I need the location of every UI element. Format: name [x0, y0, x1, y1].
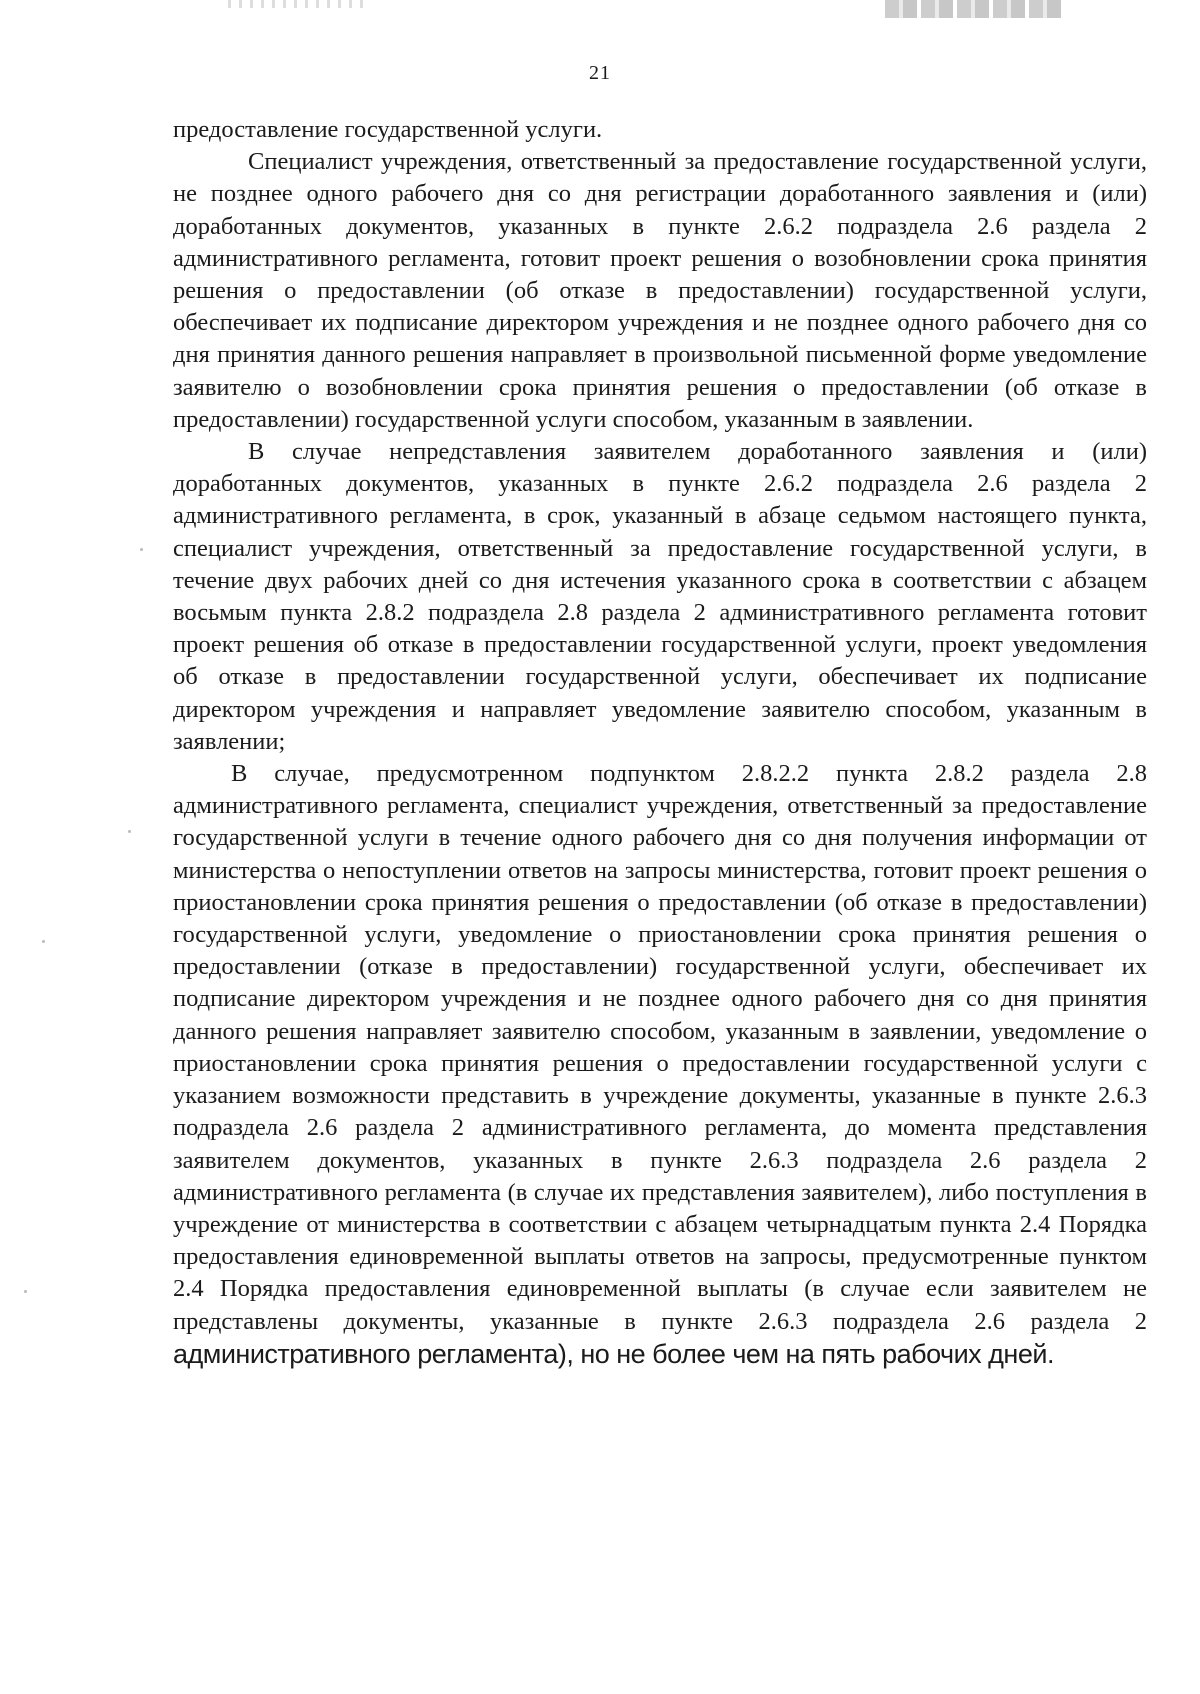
scan-speck — [140, 548, 143, 551]
paragraph-specialist-resumption: Специалист учреждения, ответственный за предоставление государственной услуги, не позднее одного рабочего дня со дня регистрации доработанного заявления и (или) доработанных документов, указанных в пункте 2.6.2 подраздела 2.6 раздела 2 административного регламента, готовит проект решения о возобновлении срока принятия решения о предоставлении (об отказе в предоставлении) государственной услуги, обеспечивает их подписание директором учреждения и не позднее одного рабочего дня со дня принятия данного решения направляет в произвольной письменной форме уведомление заявителю о возобновлении срока принятия решения о предоставлении (об отказе в предоставлении) государственной услуги способом, указанным в заявлении. — [173, 148, 1147, 433]
scan-speck — [24, 1290, 27, 1293]
scan-speck — [42, 940, 45, 943]
scan-speck — [128, 830, 131, 833]
scan-noise-top-left — [228, 0, 368, 8]
paragraph-suspension-tail: административного регламента), но не более чем на пять рабочих дней. — [173, 1338, 1054, 1369]
scan-noise-top-right — [885, 0, 1065, 18]
paragraph-suspension-body: В случае, предусмотренном подпунктом 2.8.2.2 пункта 2.8.2 раздела 2.8 административного регламента, специалист учреждения, ответственный за предоставление государственной услуги в течение одного рабочего дня со дня получения информации от министерства о непоступлении ответов на запросы министерства, готовит проект решения о приостановлении срока принятия решения о предоставлении (об отказе в предоставлении) государственной услуги, уведомление о приостановлении срока принятия решения о предоставлении (отказе в предоставлении) государственной услуги, обеспечивает их подписание директором учреждения и не позднее одного рабочего дня со дня принятия данного решения направляет заявителю способом, указанным в заявлении, уведомление о приостановлении срока принятия решения о предоставлении государственной услуги с указанием возможности представить в учреждение документы, указанные в пункте 2.6.3 подраздела 2.6 раздела 2 административного регламента, до момента представления заявителем документов, указанных в пункте 2.6.3 подраздела 2.6 раздела 2 административного регламента (в случае их представления заявителем), либо поступления в учреждение от министерства в соответствии с абзацем четырнадцатым пункта 2.4 Порядка предоставления единовременной выплаты ответов на запросы, предусмотренные пунктом 2.4 Порядка предоставления единовременной выплаты (в случае если заявителем не представлены документы, указанные в пункте 2.6.3 подраздела 2.6 раздела 2 — [173, 760, 1147, 1335]
paragraph-continuation: предоставление государственной услуги. — [173, 116, 603, 143]
paragraph-suspension-case — [173, 758, 1147, 1372]
document-body — [173, 114, 1147, 1372]
scan-artifacts — [0, 0, 1200, 30]
page-number: 21 — [589, 62, 611, 84]
paragraph-non-submission: В случае непредставления заявителем доработанного заявления и (или) доработанных документов, указанных в пункте 2.6.2 подраздела 2.6 раздела 2 административного регламента, в срок, указанный в абзаце седьмом настоящего пункта, специалист учреждения, ответственный за предоставление государственной услуги, в течение двух рабочих дней со дня истечения указанного срока в соответствии с абзацем восьмым пункта 2.8.2 подраздела 2.8 раздела 2 административного регламента готовит проект решения об отказе в предоставлении государственной услуги, проект уведомления об отказе в предоставлении государственной услуги, обеспечивает их подписание директором учреждения и направляет уведомление заявителю способом, указанным в заявлении; — [173, 438, 1147, 755]
